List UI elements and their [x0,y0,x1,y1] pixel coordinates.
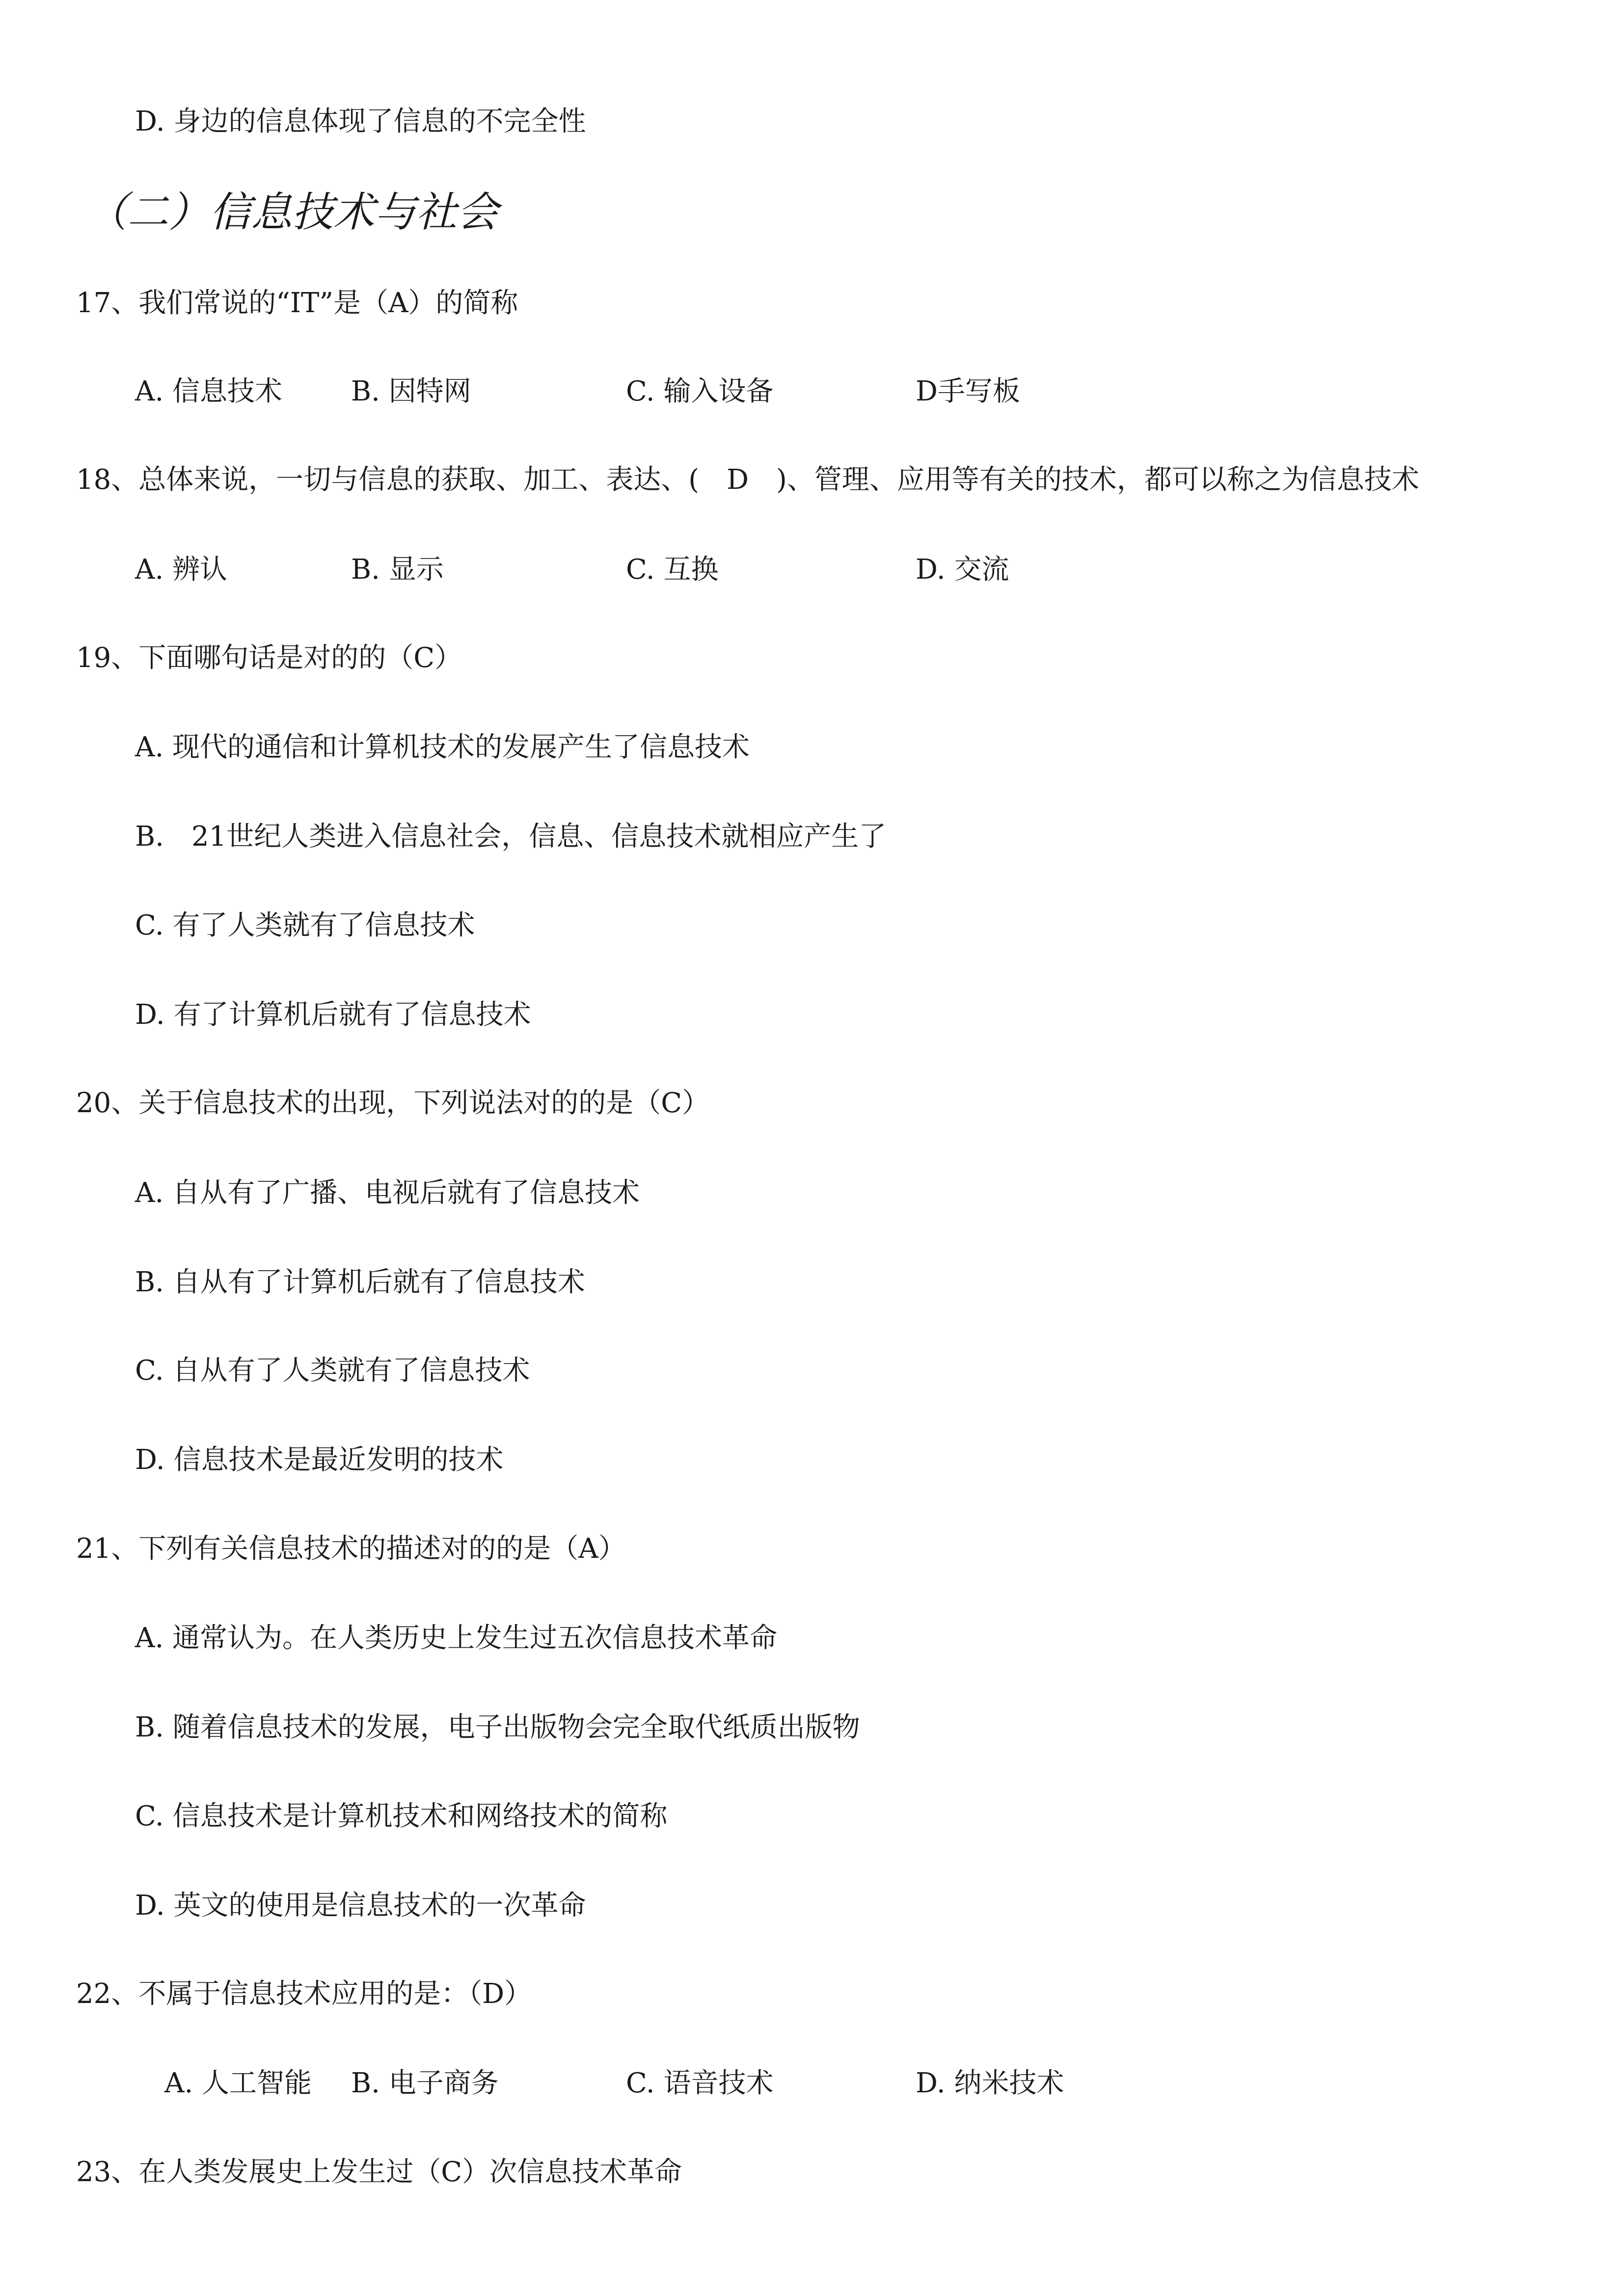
question-17-option-b: B. 因特网 [351,375,471,407]
question-19-option-c: C. 有了人类就有了信息技术 [135,909,475,941]
question-20-option-c: C. 自从有了人类就有了信息技术 [135,1355,530,1387]
question-22-option-a: A. 人工智能 [164,2067,312,2099]
question-22-option-b: B. 电子商务 [351,2067,499,2099]
question-20-option-a: A. 自从有了广播、电视后就有了信息技术 [135,1177,640,1209]
question-18-option-b: B. 显示 [351,554,444,586]
question-19-stem: 19、下面哪句话是对的的（C） [76,642,462,674]
question-19-option-a: A. 现代的通信和计算机技术的发展产生了信息技术 [135,731,750,763]
question-17-option-c: C. 输入设备 [626,375,774,407]
question-18-option-d: D. 交流 [916,554,1009,586]
question-20-option-b: B. 自从有了计算机后就有了信息技术 [135,1266,585,1298]
question-17-option-d: D手写板 [916,375,1020,407]
question-21-option-b: B. 随着信息技术的发展，电子出版物会完全取代纸质出版物 [135,1711,860,1743]
question-21-option-c: C. 信息技术是计算机技术和网络技术的简称 [135,1800,668,1832]
question-21-option-a: A. 通常认为。在人类历史上发生过五次信息技术革命 [135,1622,778,1654]
question-18-stem: 18、总体来说，一切与信息的获取、加工、表达、( D )、管理、应用等有关的技术，都可以称之为信息技术 [76,464,1419,496]
question-22-stem: 22、不属于信息技术应用的是：（D） [76,1978,532,2010]
prev-option-d: D. 身边的信息体现了信息的不完全性 [135,106,586,137]
question-19-option-d: D. 有了计算机后就有了信息技术 [135,999,531,1031]
question-17-stem: 17、我们常说的“IT”是（A）的简称 [76,287,518,319]
question-18-option-a: A. 辨认 [135,554,228,586]
question-18-option-c: C. 互换 [626,554,719,586]
question-23-stem: 23、在人类发展史上发生过（C）次信息技术革命 [76,2156,682,2188]
question-21-option-d: D. 英文的使用是信息技术的一次革命 [135,1890,586,1922]
question-17-option-a: A. 信息技术 [135,375,283,407]
question-22-option-d: D. 纳米技术 [916,2067,1064,2099]
question-19-option-b: B. 21世纪人类进入信息社会，信息、信息技术就相应产生了 [135,821,887,853]
section-title: （二）信息技术与社会 [86,188,499,236]
question-22-option-c: C. 语音技术 [626,2067,774,2099]
question-20-option-d: D. 信息技术是最近发明的技术 [135,1444,504,1476]
question-20-stem: 20、关于信息技术的出现，下列说法对的的是（C） [76,1087,710,1119]
question-21-stem: 21、下列有关信息技术的描述对的的是（A） [76,1533,626,1565]
